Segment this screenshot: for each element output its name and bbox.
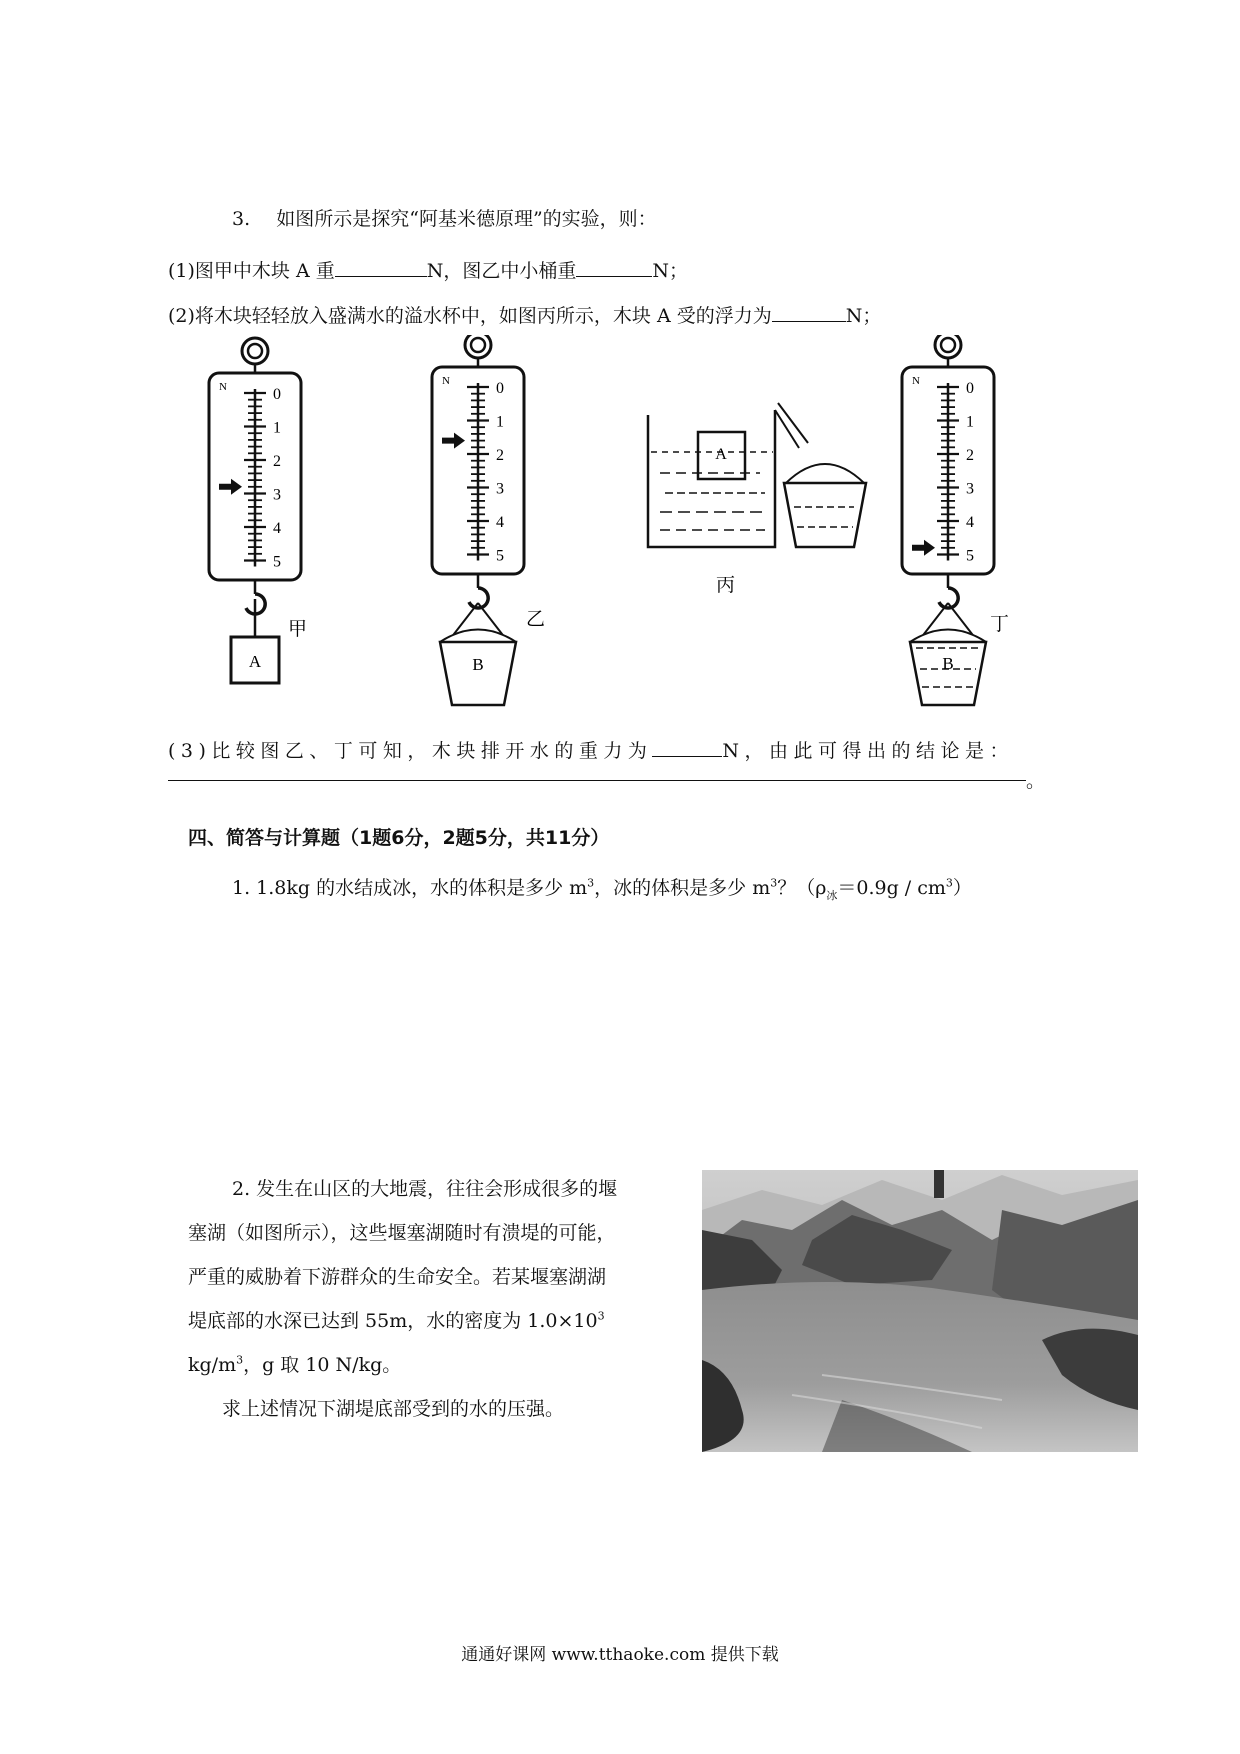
scale-tick-label: 2	[496, 447, 504, 464]
scale-tick-label: 4	[496, 514, 504, 531]
answer-line-conclusion[interactable]	[168, 780, 1026, 781]
scale-tick-label: 3	[966, 480, 974, 498]
answer-blank-bucket-weight[interactable]	[576, 258, 652, 277]
answer-blank-buoyancy[interactable]	[772, 303, 846, 322]
scale-unit-label: N	[912, 375, 920, 387]
scale-tick-label: 1	[273, 419, 281, 437]
q3-part2-text-b: N；	[845, 305, 882, 327]
problem-1-text-b: ，冰的体积是多少 m	[594, 877, 771, 899]
problem-1-text-c: ？（ρ	[777, 877, 827, 899]
problem-1-text-e: ）	[952, 877, 972, 899]
bucket-b-with-water	[910, 642, 986, 705]
scale-tick-label: 4	[273, 520, 281, 537]
problem-2-line-4	[188, 1308, 605, 1334]
problem-2-line-4-sup: 3	[597, 1309, 605, 1323]
problem-1-text-a: 1. 1.8kg 的水结成冰，水的体积是多少 m	[232, 877, 588, 899]
problem-1-text-d: ＝0.9g / cm	[837, 877, 946, 899]
q3-part3-text-a: (3)比较图乙、丁可知，木块排开水的重力为	[168, 740, 653, 762]
scale-tick-label: 0	[273, 386, 281, 403]
label-bing: 丙	[716, 575, 736, 596]
archimedes-experiment-figure	[0, 335, 1240, 735]
label-yi: 乙	[526, 609, 546, 630]
q3-number: 3.	[232, 208, 251, 230]
problem-2-line-2: 塞湖（如图所示），这些堰塞湖随时有溃堤的可能，	[188, 1222, 616, 1244]
problem-2-line-5-text-a: kg/m	[188, 1354, 237, 1376]
q3-part3	[168, 738, 1014, 764]
problem-2-line-1: 2. 发生在山区的大地震，往往会形成很多的堰	[232, 1178, 618, 1200]
section4-heading: 四、简答与计算题（1题6分，2题5分，共11分）	[188, 827, 610, 849]
problem-2-line-5-text-b: ，g 取 10 N/kg。	[243, 1354, 402, 1376]
q3-part3-end: 。	[1026, 770, 1046, 792]
spring-scale-yi	[432, 335, 524, 608]
q3-part1-text-c: N；	[652, 260, 688, 282]
scale-tick-label: 5	[496, 547, 504, 565]
overflow-cup	[648, 403, 808, 547]
problem-2-line-4-text: 堤底部的水深已达到 55m，水的密度为 1.0×10	[188, 1310, 598, 1332]
spring-scales	[209, 335, 994, 614]
q3-intro	[232, 206, 657, 232]
q3-part2-text-a: (2)将木块轻轻放入盛满水的溢水杯中，如图丙所示，木块 A 受的浮力为	[168, 305, 772, 327]
block-a-label: A	[248, 652, 262, 671]
spring-scale-jia	[209, 338, 301, 614]
problem-2-line-5	[188, 1352, 401, 1378]
bucket-b-label: B	[472, 655, 484, 674]
problem-2-line-5-sup: 3	[236, 1353, 244, 1367]
scale-tick-label: 2	[966, 447, 974, 464]
scale-tick-label: 3	[496, 480, 504, 498]
barrier-lake-photo	[702, 1170, 1138, 1452]
problem-1	[232, 875, 972, 901]
scale-tick-label: 0	[496, 380, 504, 397]
bucket-b-water-label: B	[942, 654, 954, 673]
scale-tick-label: 5	[966, 547, 974, 565]
page-footer: 通通好课网 www.tthaoke.com 提供下载	[461, 1645, 779, 1665]
scale-tick-label: 0	[966, 380, 974, 397]
q3-part2	[168, 303, 881, 329]
scale-tick-label: 3	[273, 486, 281, 504]
problem-2-line-3: 严重的威胁着下游群众的生命安全。若某堰塞湖湖	[188, 1266, 607, 1288]
problem-1-sup-c: 3	[945, 876, 953, 890]
scale-tick-label: 4	[966, 514, 974, 531]
floating-block-a-label: A	[715, 446, 727, 463]
scale-tick-label: 1	[496, 413, 504, 431]
q3-intro-text: 如图所示是探究“阿基米德原理”的实验，则：	[276, 208, 657, 230]
problem-2-line-6: 求上述情况下湖堤底部受到的水的压强。	[222, 1398, 565, 1420]
answer-blank-block-weight[interactable]	[335, 258, 427, 277]
catch-bucket	[784, 464, 866, 547]
q3-part1	[168, 258, 688, 284]
problem-1-sub-ice: 冰	[826, 888, 838, 902]
answer-blank-displaced-weight[interactable]	[652, 738, 722, 757]
spring-scale-ding	[902, 335, 994, 608]
q3-part3-text-b: N，由此可得出的结论是：	[722, 740, 1015, 762]
q3-part1-text-a: (1)图甲中木块 A 重	[168, 260, 335, 282]
label-ding: 丁	[990, 614, 1010, 635]
scale-unit-label: N	[442, 375, 450, 387]
q3-part1-text-b: N，图乙中小桶重	[426, 260, 577, 282]
problem-1-sup-a: 3	[587, 876, 595, 890]
scale-tick-label: 5	[273, 553, 281, 571]
scale-unit-label: N	[219, 381, 227, 393]
scale-tick-label: 2	[273, 453, 281, 470]
problem-1-sup-b: 3	[770, 876, 778, 890]
label-jia: 甲	[288, 619, 308, 640]
scale-tick-label: 1	[966, 413, 974, 431]
